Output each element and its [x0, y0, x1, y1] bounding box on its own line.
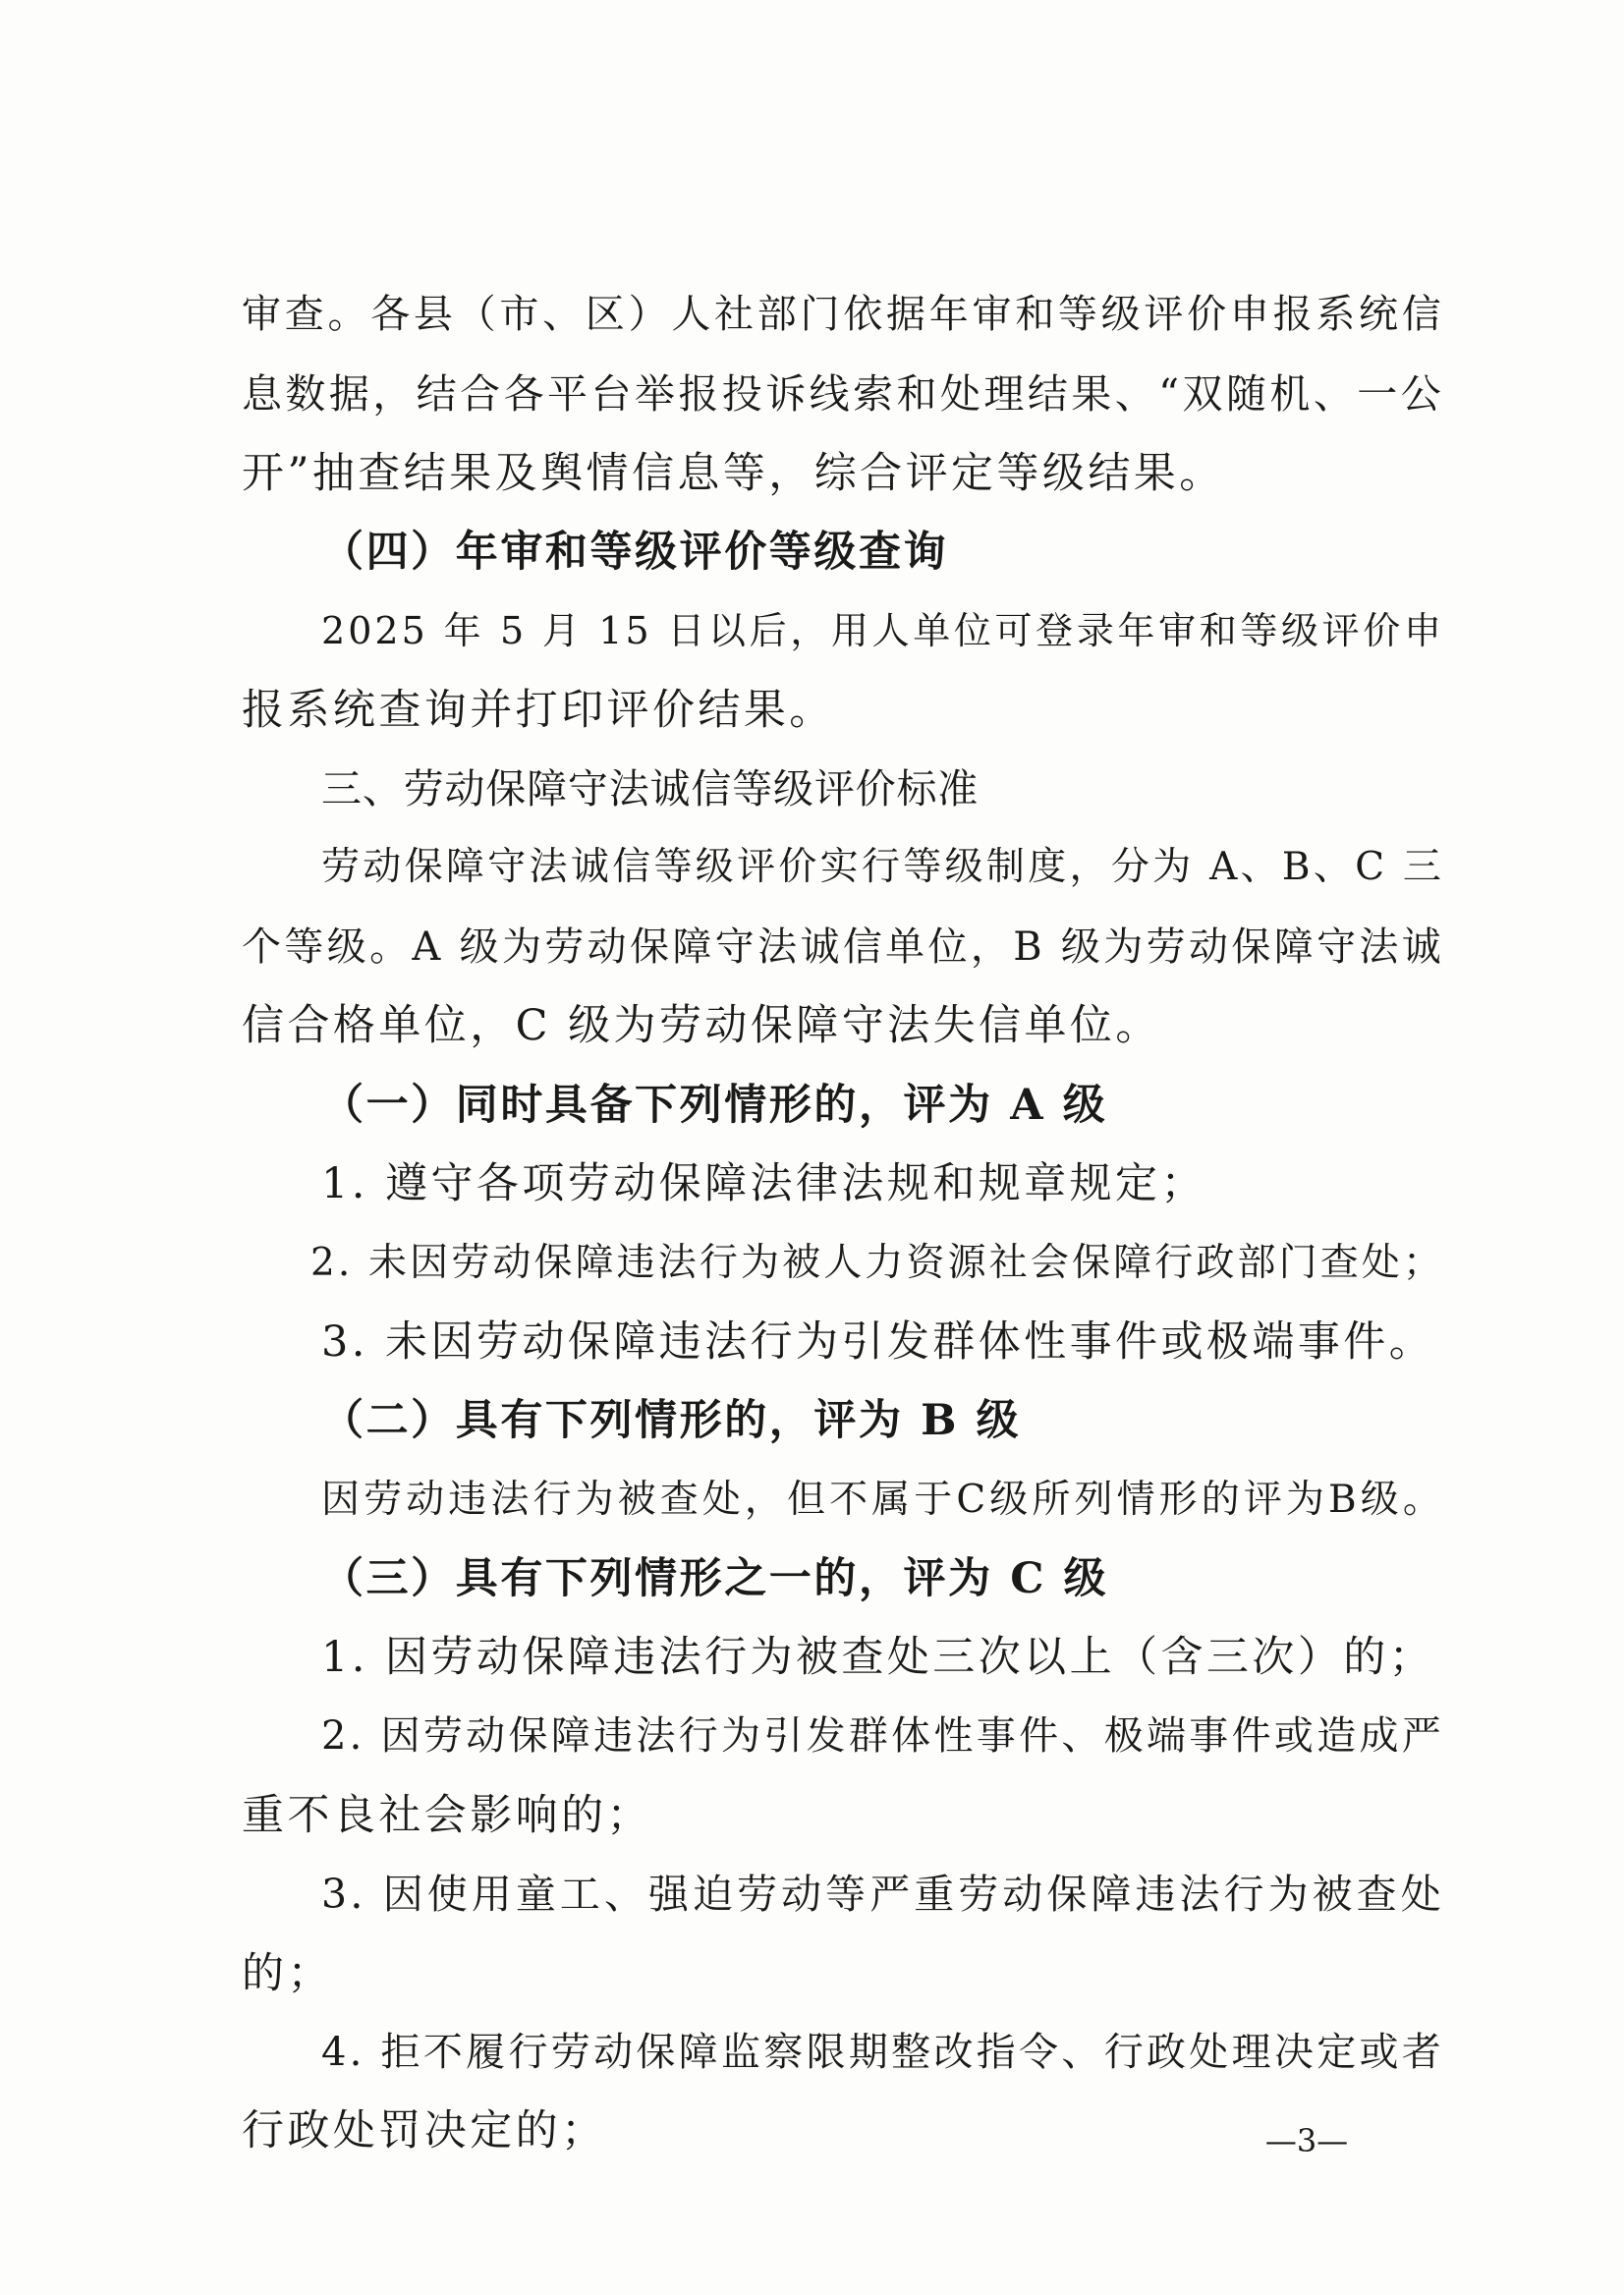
- body-line: 个等级。A 级为劳动保障守法诚信单位，B 级为劳动保障守法诚: [242, 924, 1444, 970]
- body-line: 因劳动违法行为被查处，但不属于C级所列情形的评为B级。: [321, 1478, 1444, 1522]
- section-heading-three: 三、劳动保障守法诚信等级评价标准: [321, 765, 980, 812]
- list-item-continuation: 的；: [242, 1949, 333, 1998]
- list-item: 2. 未因劳动保障违法行为被人力资源社会保障行政部门查处；: [310, 1241, 1444, 1285]
- list-item: 4. 拒不履行劳动保障监察限期整改指令、行政处理决定或者: [321, 2030, 1444, 2075]
- list-item: 1. 因劳动保障违法行为被查处三次以上（含三次）的；: [321, 1633, 1435, 1682]
- body-line: 审查。各县（市、区）人社部门依据年审和等级评价申报系统信: [242, 292, 1444, 337]
- body-line: 信合格单位，C 级为劳动保障守法失信单位。: [242, 1001, 1161, 1050]
- list-item: 3. 因使用童工、强迫劳动等严重劳动保障违法行为被查处: [321, 1871, 1444, 1918]
- body-line: 劳动保障守法诚信等级评价实行等级制度，分为 A、B、C 三: [321, 845, 1444, 889]
- body-line: 开”抽查结果及舆情信息等，综合评定等级结果。: [242, 449, 1225, 498]
- subsection-heading-four: （四）年审和等级评价等级查询: [321, 528, 949, 577]
- subsection-heading-a: （一）同时具备下列情形的，评为 A 级: [321, 1081, 1108, 1130]
- page-number: —3—: [1264, 2122, 1349, 2159]
- subsection-heading-b: （二）具有下列情形的，评为 B 级: [321, 1396, 1022, 1445]
- list-item: 3. 未因劳动保障违法行为引发群体性事件或极端事件。: [321, 1317, 1435, 1367]
- body-line: 报系统查询并打印评价结果。: [242, 686, 835, 735]
- body-line: 2025 年 5 月 15 日以后，用人单位可登录年审和等级评价申: [321, 609, 1444, 652]
- list-item: 2. 因劳动保障违法行为引发群体性事件、极端事件或造成严: [321, 1713, 1444, 1759]
- list-item-continuation: 行政处罚决定的；: [242, 2106, 607, 2155]
- subsection-heading-c: （三）具有下列情形之一的，评为 C 级: [321, 1554, 1109, 1603]
- body-line: 息数据，结合各平台举报投诉线索和处理结果、“双随机、一公: [242, 370, 1444, 418]
- list-item: 1. 遵守各项劳动保障法律法规和规章规定；: [321, 1159, 1206, 1208]
- list-item-continuation: 重不良社会影响的；: [242, 1791, 652, 1840]
